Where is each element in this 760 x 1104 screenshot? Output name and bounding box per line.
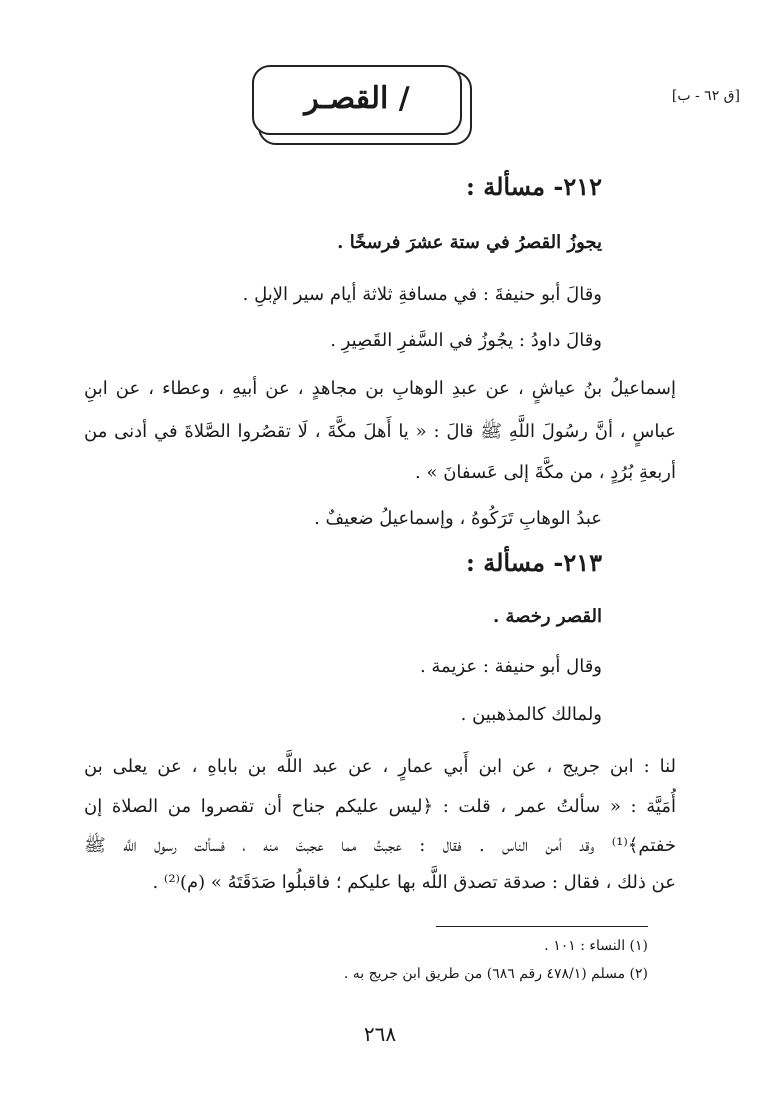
issue-212-dawud: وقالَ داودُ : يجُوزُ في السَّفرِ القَصِيرِ . <box>330 330 602 351</box>
footnote: (٢) مسلم (٤٧٨/١ رقم ٦٨٦) من طريق ابن جريج به . <box>343 966 648 982</box>
folio-reference: [ق ٦٢ - ب] <box>671 88 740 104</box>
issue-213-hadith-line: لنا : ابن جريج ، عن ابن أَبي عمارٍ ، عن عبد اللَّه بن باباهِ ، عن يعلى بن <box>84 756 676 777</box>
issue-212-hadith-line: أربعةِ بُرُدٍ ، من مكَّةَ إلى عَسفانَ » . <box>415 462 676 483</box>
issue-212-hadith-line: عباسٍ ، أنَّ رسُولَ اللَّهِ ﷺ قالَ : « يا أَهلَ مكَّةَ ، لَا تقصُروا الصَّلاةَ في أدنى من <box>84 421 676 442</box>
chapter-title-frame <box>252 65 462 135</box>
issue-212-heading: ٢١٢- مسألة : <box>466 172 602 201</box>
page-number: ٢٦٨ <box>363 1022 397 1046</box>
chapter-title: / القصـر <box>304 81 410 116</box>
issue-213-heading: ٢١٣- مسألة : <box>466 548 602 577</box>
issue-213-abu-hanifa: وقال أبو حنيفة : عزيمة . <box>419 656 602 677</box>
issue-213-hadith-line: أُمَيَّة : « سألتُ عمر ، قلت : ﴿ليس عليكم جناح أن تقصروا من الصلاة إن <box>84 796 676 817</box>
issue-213-ruling: القصر رخصة . <box>492 606 602 627</box>
issue-212-abu-hanifa: وقالَ أبو حنيفةَ : في مسافةِ ثلاثة أيام سير الإبلِ . <box>242 284 602 305</box>
footnote: (١) النساء : ١٠١ . <box>544 938 648 954</box>
footnote-divider <box>436 926 648 927</box>
issue-213-hadith-line: خفتم﴾⁽¹⁾ وقد أمن الناس . فقال : عجبتُ مما عجبتَ منه ، فسألت رسول اللَّه ﷺ <box>84 835 676 856</box>
issue-212-hadith-line: إسماعيلُ بنُ عياشٍ ، عن عبدِ الوهابِ بن مجاهدٍ ، عن أبيهِ ، وعطاء ، عن ابنِ <box>84 378 676 399</box>
issue-212-ruling: يجوزُ القصرُ في ستة عشرَ فرسخًا . <box>337 232 602 253</box>
issue-213-malik: ولمالك كالمذهبين . <box>460 704 602 725</box>
issue-212-grading: عبدُ الوهابِ تَرَكُوهُ ، وإسماعيلُ ضعيفٌ . <box>314 508 602 529</box>
issue-213-hadith-line: عن ذلك ، فقال : صدقة تصدق اللَّه بها عليكم ؛ فاقبلُوا صَدَقَتَهُ » (م)⁽²⁾ . <box>152 872 676 893</box>
